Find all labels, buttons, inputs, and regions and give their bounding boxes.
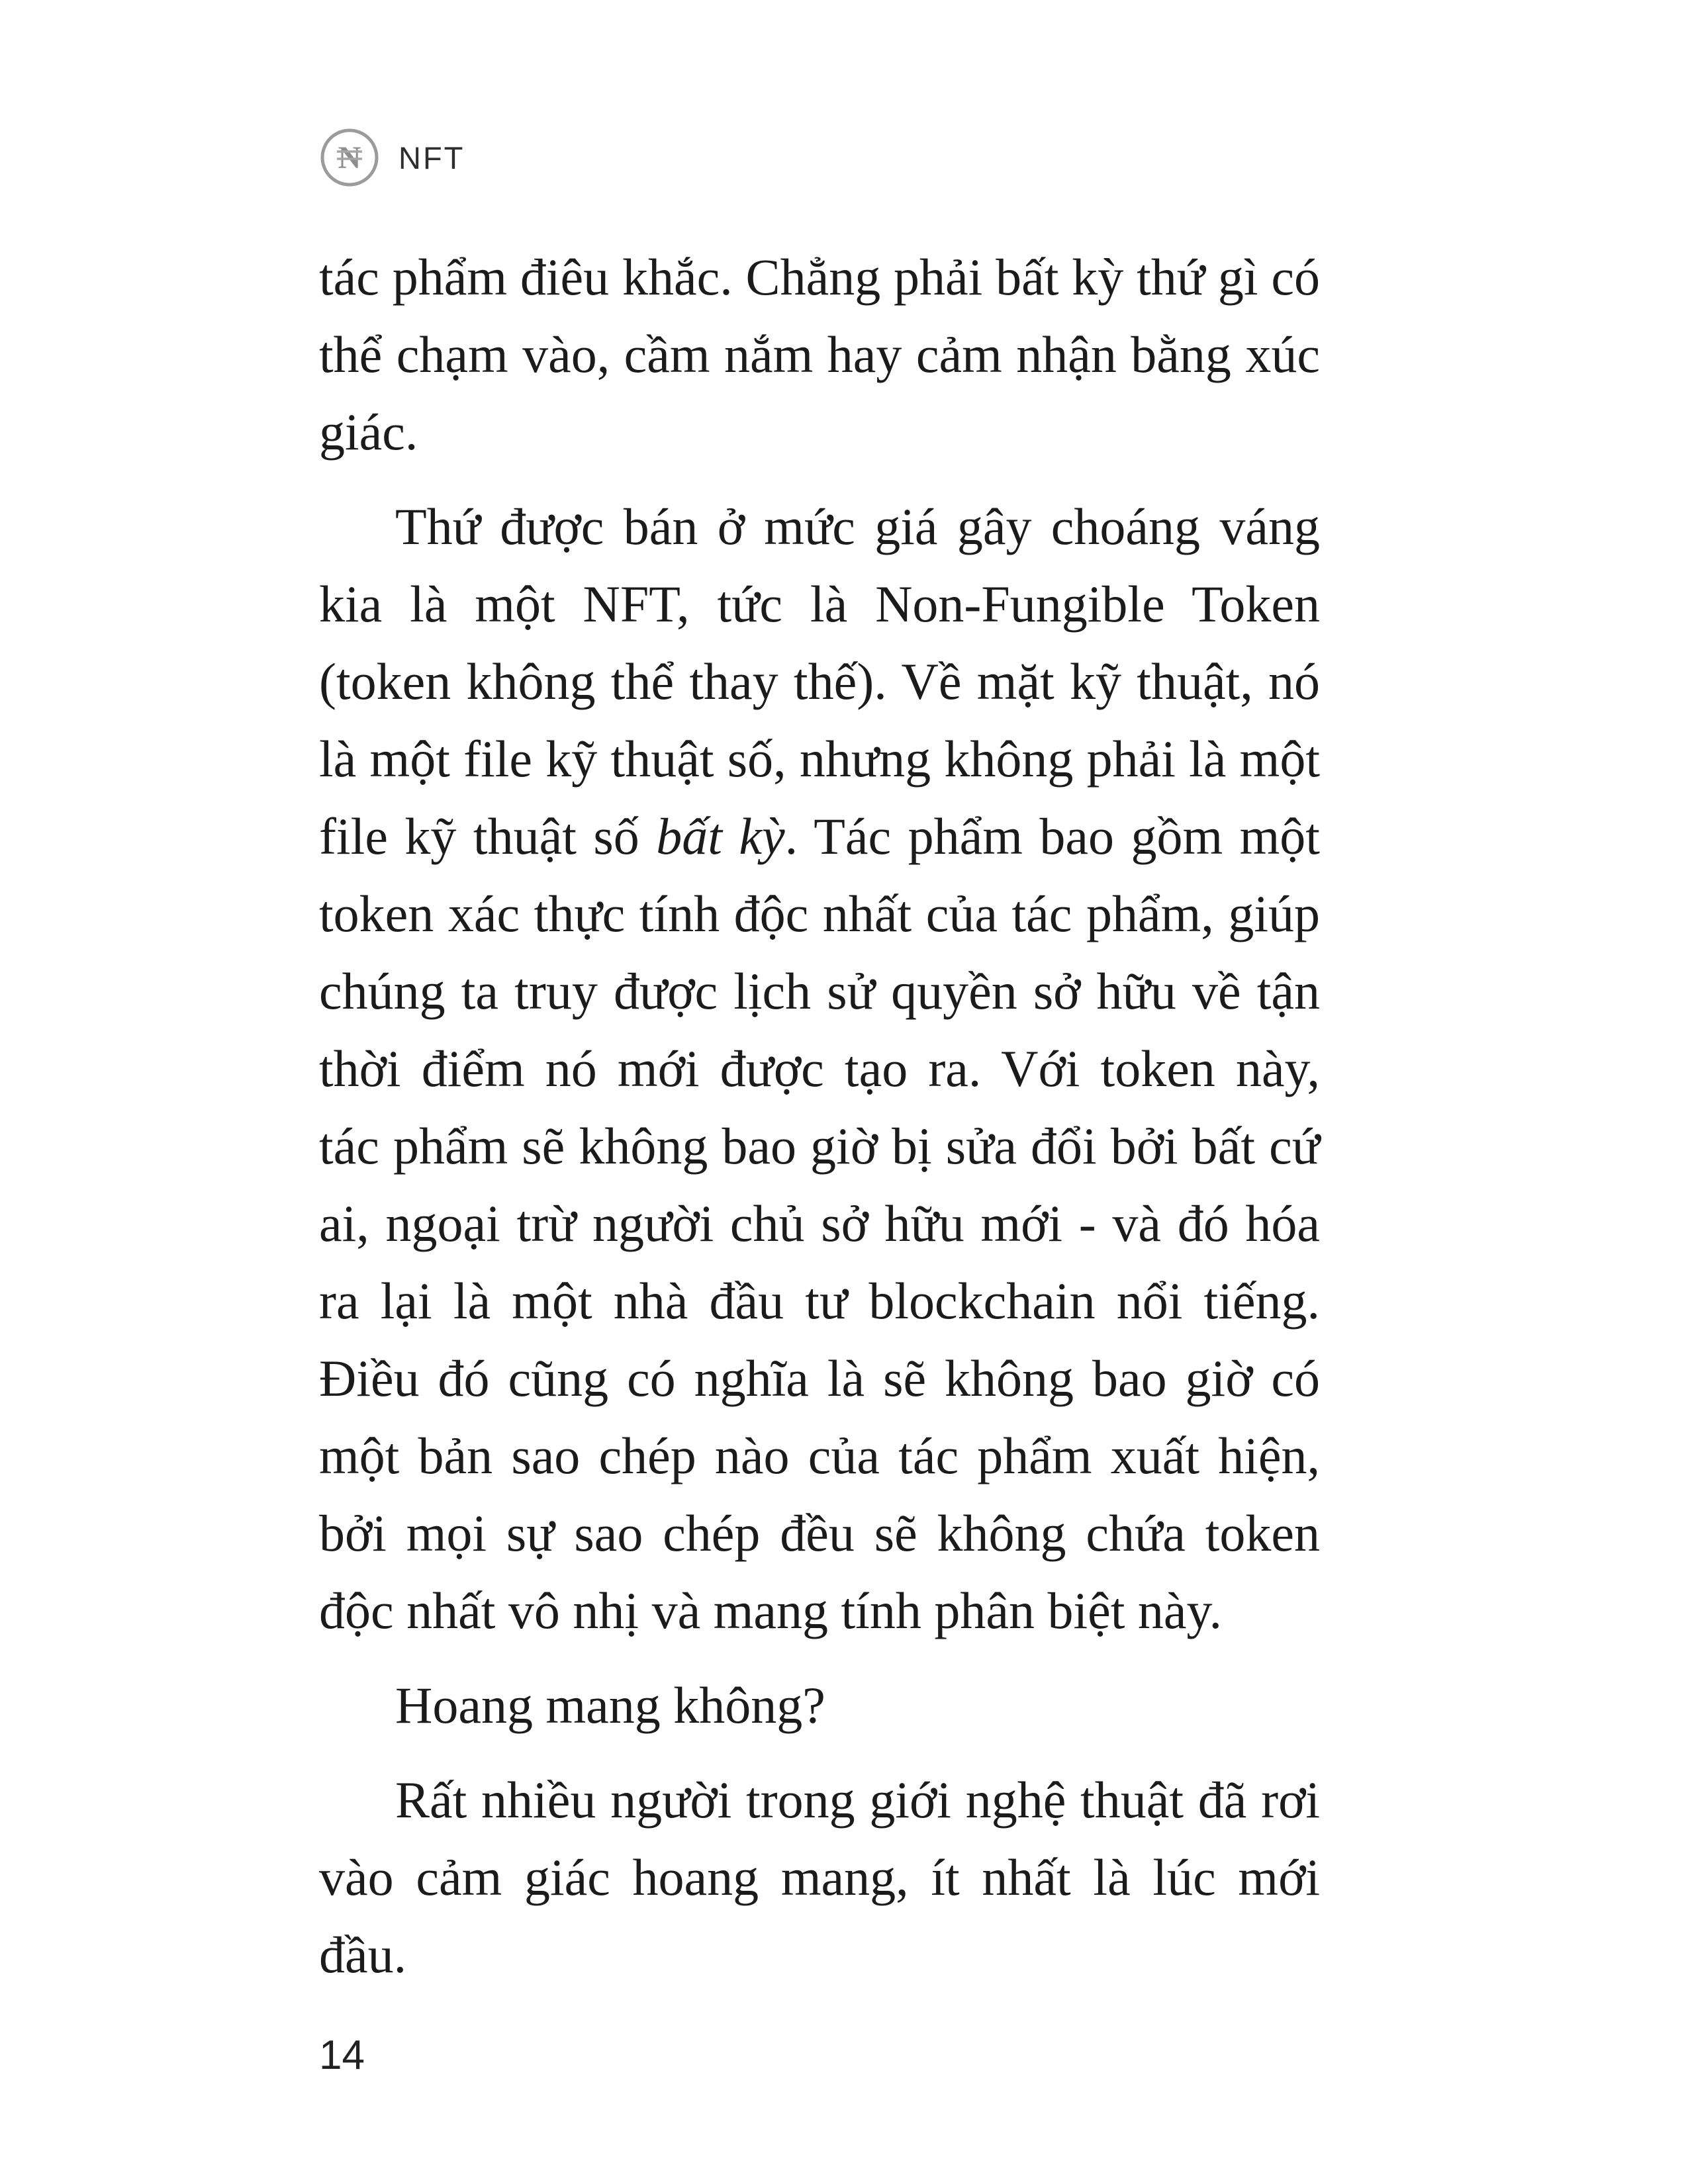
nft-logo-letter: N: [338, 140, 361, 175]
paragraph: Hoang mang không?: [395, 1676, 825, 1734]
paragraph-italic-text: bất kỳ: [656, 807, 785, 865]
paragraph: tác phẩm điêu khắc. Chẳng phải bất kỳ thứ gì có thể chạm vào, cầm nắm hay cảm nhận bằng xúc giác.: [319, 248, 1320, 461]
page-number: 14: [319, 2032, 365, 2078]
paragraph-text: . Tác phẩm bao gồm một token xác thực tính độc nhất của tác phẩm, giúp chúng ta truy được lịch sử quyền sở hữu về tận thời điểm nó mới được tạo ra. Với token này, tác phẩm sẽ không bao giờ bị sửa đổi bởi bất cứ ai, ngoại trừ người chủ sở hữu mới - và đó hóa ra lại là một nhà đầu tư blockchain nổi tiếng. Điều đó cũng có nghĩa là sẽ không bao giờ có một bản sao chép nào của tác phẩm xuất hiện, bởi mọi sự sao chép đều sẽ không chứa token độc nhất vô nhị và mang tính phân biệt này.: [319, 807, 1320, 1639]
paragraph: Rất nhiều người trong giới nghệ thuật đã rơi vào cảm giác hoang mang, ít nhất là lúc mới đầu.: [319, 1771, 1320, 1983]
page-body: [319, 238, 1320, 1993]
paragraph: [319, 488, 1320, 1649]
nft-logo-icon: [319, 127, 380, 188]
header-brand-text: NFT: [399, 140, 465, 175]
page-header: [319, 127, 465, 188]
paragraph-text: Thứ được bán ở mức giá gây choáng váng kia là một NFT, tức là Non-Fungible Token (token không thể thay thế). Về mặt kỹ thuật, nó là một file kỹ thuật số, nhưng không phải là một file kỹ thuật số: [319, 498, 1320, 865]
